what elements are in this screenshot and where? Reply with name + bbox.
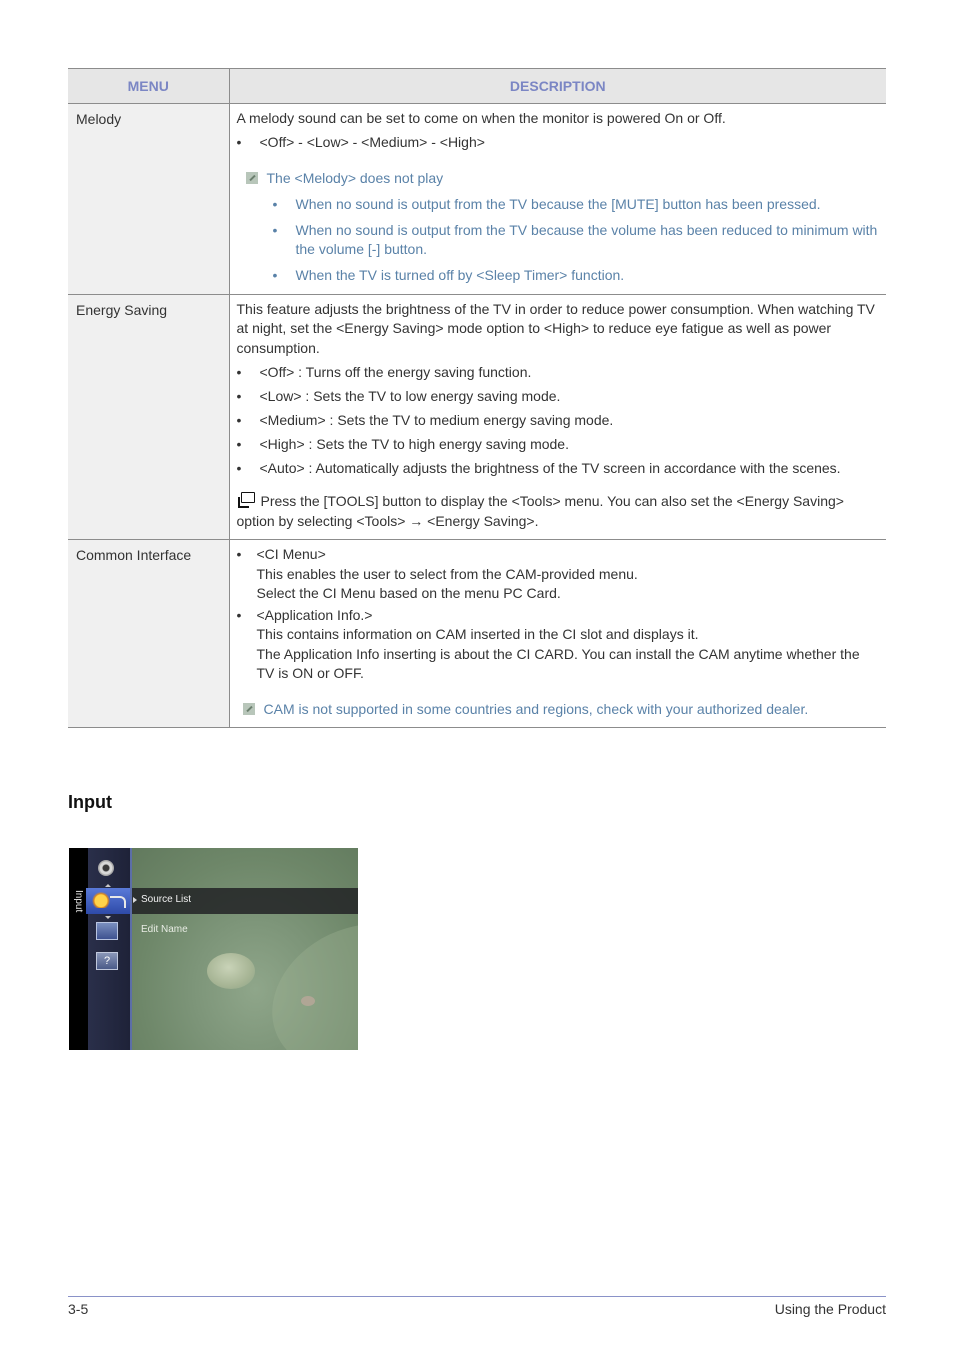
setup-gear-icon	[98, 860, 114, 876]
description-column-header: DESCRIPTION	[229, 69, 886, 104]
list-item: • <Auto> : Automatically adjusts the brightness of the TV screen in accordance with the scenes.	[237, 459, 879, 479]
tools-note-text: Press the [TOOLS] button to display the <Tools> menu. You can also set the <Energy Saving> option by selecting <Tools> → <Energy Saving>.	[236, 493, 844, 529]
common-interface-list	[237, 545, 879, 684]
input-plug-icon	[86, 888, 130, 914]
list-item: • When the TV is turned off by <Sleep Timer> function.	[273, 266, 879, 286]
note-icon	[246, 172, 258, 184]
list-item: • When no sound is output from the TV because the volume has been reduced to minimum with the volume [-] button.	[273, 221, 879, 260]
melody-note-title	[237, 169, 879, 189]
osd-side-title: Input	[73, 890, 84, 913]
app-info-title: • <Application Info.>	[256, 606, 373, 623]
desc-cell-energy-saving	[229, 294, 886, 540]
melody-intro: A melody sound can be set to come on when the monitor is powered On or Off.	[236, 110, 726, 126]
frog-image	[207, 953, 255, 989]
help-icon: ?	[96, 952, 118, 970]
ci-menu-line: Select the CI Menu based on the menu PC Card.	[256, 585, 561, 601]
app-info-line: This contains information on CAM inserted in the CI slot and displays it.	[256, 626, 699, 642]
desc-cell-common-interface	[229, 540, 886, 728]
page-number: 3-5	[68, 1301, 89, 1317]
list-item: • <Medium> : Sets the TV to medium energy saving mode.	[237, 411, 879, 431]
selection-arrow-icon	[133, 897, 137, 903]
melody-options-list	[237, 133, 879, 153]
table-row-common-interface	[68, 540, 886, 728]
arrow-down-icon	[105, 916, 111, 919]
melody-options: • <Off> - <Low> - <Medium> - <High>	[237, 133, 879, 153]
list-item: • <Low> : Sets the TV to low energy saving mode.	[237, 387, 879, 407]
osd-icon-column	[88, 848, 132, 1050]
melody-note-list	[237, 195, 879, 286]
cam-note-text: CAM is not supported in some countries and regions, check with your authorized dealer.	[263, 700, 809, 717]
app-info-line: The Application Info inserting is about the CI CARD. You can install the CAM anytime whether the TV is ON or OFF.	[256, 645, 860, 681]
tools-button-icon	[237, 492, 255, 508]
desc-cell-melody	[229, 104, 886, 295]
side-title-bar	[69, 848, 88, 1050]
footer-divider	[68, 1296, 886, 1297]
list-item	[237, 545, 879, 604]
ci-menu-line: This enables the user to select from the CAM-provided menu.	[256, 565, 638, 582]
menu-cell-energy-saving: Energy Saving	[68, 294, 229, 540]
note-icon	[243, 703, 255, 715]
menu-item-edit-name: Edit Name	[141, 924, 188, 935]
table-header-row	[68, 69, 886, 104]
energy-intro: This feature adjusts the brightness of the TV in order to reduce power consumption. When watching TV at night, set the <Energy Saving> mode option to <High> to reduce eye fatigue as well as power consumption.	[236, 300, 875, 356]
menu-cell-common-interface: Common Interface	[68, 540, 229, 728]
energy-options-list	[237, 363, 879, 479]
input-menu-screenshot	[69, 848, 358, 1050]
menu-column-header: MENU	[68, 69, 229, 104]
section-title: Input	[68, 792, 112, 812]
melody-note-title-text: The <Melody> does not play	[266, 169, 444, 186]
tools-note	[237, 492, 879, 531]
list-item: • <High> : Sets the TV to high energy saving mode.	[237, 435, 879, 455]
list-item: • <Off> : Turns off the energy saving function.	[237, 363, 879, 383]
cam-note	[237, 700, 879, 720]
list-item	[237, 606, 879, 684]
small-frog-image	[301, 996, 315, 1006]
table-row-melody	[68, 104, 886, 295]
table-row-energy-saving	[68, 294, 886, 540]
menu-cell-melody: Melody	[68, 104, 229, 295]
menu-item-source-list: Source List	[141, 894, 192, 905]
list-item: • When no sound is output from the TV because the [MUTE] button has been pressed.	[273, 195, 879, 215]
edit-name-icon	[96, 922, 118, 940]
ci-menu-title: • <CI Menu>	[256, 546, 326, 562]
chapter-title: Using the Product	[774, 1301, 886, 1317]
arrow-up-icon	[105, 884, 111, 887]
menu-description-table	[68, 68, 886, 728]
